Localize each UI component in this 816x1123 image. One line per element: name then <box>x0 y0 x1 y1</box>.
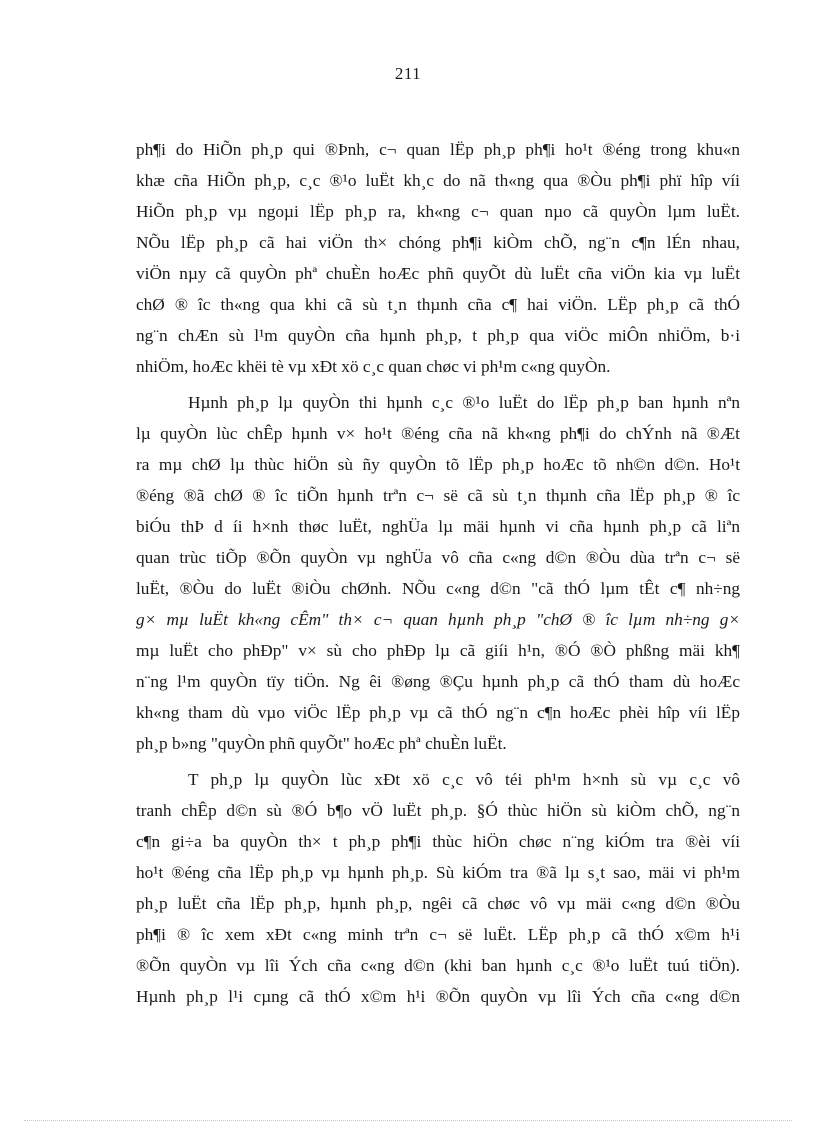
body-text <box>136 134 740 1012</box>
text-line: tranh chÊp d©n sù ®Ó b¶o vÖ luËt ph¸p. §Ó thùc hiÖn sù kiÒm chÕ, ng¨n <box>136 801 740 820</box>
text-line: Hµnh ph¸p l¹i cµng cã thÓ x©m h¹i ®Õn quyÒn vµ lîi Ých cña c«ng d©n <box>136 987 740 1006</box>
text-line: nhiÖm, hoÆc khëi tè vµ xÐt xö c¸c quan chøc vi ph¹m c«ng quyÒn. <box>136 357 611 376</box>
text-line: Hµnh ph¸p lµ quyÒn thi hµnh c¸c ®¹o luËt do lËp ph¸p ban hµnh nªn <box>188 393 740 412</box>
text-line: ho¹t ®éng cña lËp ph¸p vµ hµnh ph¸p. Sù kiÓm tra ®ã lµ s¸t sao, mäi vi ph¹m <box>136 863 740 882</box>
text-line: biÓu thÞ d íi h×nh thøc luËt, nghÜa lµ mäi hµnh vi cña hµnh ph¸p cã liªn <box>136 517 740 536</box>
paragraph-2 <box>136 387 740 759</box>
text-line: NÕu lËp ph¸p cã hai viÖn th× chóng ph¶i kiÒm chÕ, ng¨n c¶n lÉn nhau, <box>136 233 740 252</box>
page-bottom-divider <box>24 1120 792 1121</box>
paragraph-1 <box>136 134 740 382</box>
text-line: khæ cña HiÕn ph¸p, c¸c ®¹o luËt kh¸c do nã th«ng qua ®Òu ph¶i phï hîp víi <box>136 171 740 190</box>
text-line: ph¶i ® îc xem xÐt c«ng minh trªn c¬ së luËt. LËp ph¸p cã thÓ x©m h¹i <box>136 925 740 944</box>
text-line: n¨ng l¹m quyÒn tïy tiÖn. Ng êi ®øng ®Çu hµnh ph¸p cã thÓ tham dù hoÆc <box>136 672 740 691</box>
text-line: ph¶i do HiÕn ph¸p qui ®Þnh, c¬ quan lËp ph¸p ph¶i ho¹t ®éng trong khu«n <box>136 140 740 159</box>
paragraph-3 <box>136 764 740 1012</box>
text-line: lµ quyÒn lùc chÊp hµnh v× ho¹t ®éng cña nã kh«ng ph¶i do chÝnh nã ®Æt <box>136 424 740 443</box>
text-line: ng¨n chÆn sù l¹m quyÒn cña hµnh ph¸p, t ph¸p qua viÖc miÔn nhiÖm, b·i <box>136 326 740 345</box>
text-line: chØ ® îc th«ng qua khi cã sù t¸n thµnh cña c¶ hai viÖn. LËp ph¸p cã thÓ <box>136 295 740 314</box>
text-line: viÖn nµy cã quyÒn phª chuÈn hoÆc phñ quyÕt dù luËt cña viÖn kia vµ luËt <box>136 264 740 283</box>
text-line: HiÕn ph¸p vµ ngoµi lËp ph¸p ra, kh«ng c¬ quan nµo cã quyÒn lµm luËt. <box>136 202 740 221</box>
text-line: mµ luËt cho phÐp" v× sù cho phÐp lµ cã giíi h¹n, ®Ó ®Ò phßng mäi kh¶ <box>136 641 740 660</box>
text-line: ra mµ chØ lµ thùc hiÖn sù ñy quyÒn tõ lËp ph¸p hoÆc tõ nh©n d©n. Ho¹t <box>136 455 740 474</box>
text-line: g× mµ luËt kh«ng cÊm" th× c¬ quan hµnh ph¸p "chØ ® îc lµm nh÷ng g× <box>136 610 740 629</box>
text-line: ph¸p luËt cña lËp ph¸p, hµnh ph¸p, ngêi cã chøc vô vµ mäi c«ng d©n ®Òu <box>136 894 740 913</box>
text-line: kh«ng tham dù vµo viÖc lËp ph¸p vµ cã thÓ ng¨n c¶n hoÆc phèi hîp víi lËp <box>136 703 740 722</box>
text-line: c¶n gi÷a ba quyÒn th× t ph¸p ph¶i thùc hiÖn chøc n¨ng kiÓm tra ®èi víi <box>136 832 740 851</box>
text-line: ®Õn quyÒn vµ lîi Ých cña c«ng d©n (khi ban hµnh c¸c ®¹o luËt tuú tiÖn). <box>136 956 740 975</box>
text-line: ®éng ®ã chØ ® îc tiÕn hµnh trªn c¬ së cã sù t¸n thµnh cña lËp ph¸p ® îc <box>136 486 740 505</box>
text-line: ph¸p b»ng "quyÒn phñ quyÕt" hoÆc phª chuÈn luËt. <box>136 734 507 753</box>
text-line: T ph¸p lµ quyÒn lùc xÐt xö c¸c vô téi ph¹m h×nh sù vµ c¸c vô <box>188 770 740 789</box>
page-number: 211 <box>394 64 422 83</box>
text-line: luËt, ®Òu do luËt ®iÒu chØnh. NÕu c«ng d©n "cã thÓ lµm tÊt c¶ nh÷ng <box>136 579 740 598</box>
text-line: quan trùc tiÕp ®Õn quyÒn vµ nghÜa vô cña c«ng d©n ®Òu dùa trªn c¬ së <box>136 548 740 567</box>
